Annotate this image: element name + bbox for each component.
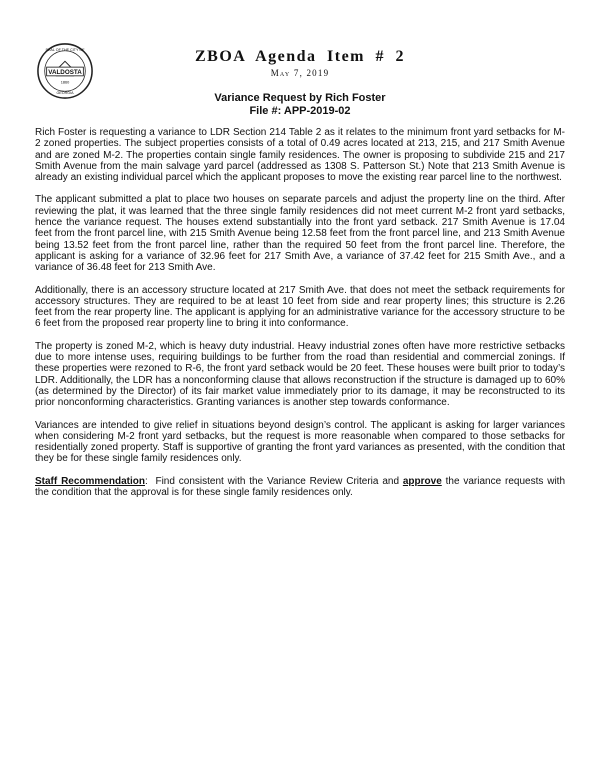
paragraph-variance-intent: Variances are intended to give relief in situations beyond design’s control. The applicant is asking for larger variances when considering M-2 front yard setbacks, but the request is more reasonable when compared to those setbacks for residentially zoned property. Staff is supportive of granting the front yard variances as presented, with the condition that they be for these single family residences only.	[35, 419, 565, 465]
paragraph-plat-review: The applicant submitted a plat to place two houses on separate parcels and adjust the property line on the third. After reviewing the plat, it was learned that the three single family residences did not meet current M-2 front yard setbacks, hence the variance request. The houses extend substantially into the front yard setback. 217 Smith Avenue is 17.04 feet from the front parcel line, with 215 Smith Avenue being 12.58 feet from the front parcel line, and 213 Smith Avenue being 13.52 feet from the front parcel line, rather than the required 50 feet from the front parcel line. Therefore, the applicant is asking for a variance of 32.96 feet for 217 Smith Ave, a variance of 37.42 feet for 215 Smith Ave., and a variance of 36.48 feet for 213 Smith Ave.	[35, 194, 565, 274]
document-body	[35, 127, 565, 509]
recommendation-text-after: the variance requests with the condition that the approval is for these single family residences only.	[35, 475, 566, 499]
svg-text:VALDOSTA: VALDOSTA	[48, 68, 82, 76]
staff-recommendation	[35, 476, 565, 499]
paragraph-request: Rich Foster is requesting a variance to LDR Section 214 Table 2 as it relates to the minimum front yard setbacks for M-2 zoned properties. The subject properties consists of a total of 0.49 acres located at 213, 215, and 217 Smith Avenue and are zoned M-2. The properties contain single family residences. The owner is proposing to subdivide 215 and 217 Smith Avenue from the main salvage yard parcel (addressed as 1308 S. Patterson St.) Note that 213 Smith Avenue is already an existing individual parcel which the applicant proposes to move the existing rear parcel line to the northwest.	[35, 127, 565, 184]
meeting-date: May 7, 2019	[270, 68, 330, 78]
paragraph-zoning: The property is zoned M-2, which is heavy duty industrial. Heavy industrial zones often have more restrictive setbacks due to more intense uses, requiring buildings to be further from the road than residential and commercial zonings. If these properties were rezoned to R-6, the front yard setback would be 20 feet. These houses were built prior to today’s LDR. Additionally, the LDR has a nonconforming clause that allows reconstruction if the structure is damaged up to 60% (as determined by the Director) of its fair market value immediately prior to its damage, it may be reconstructed to its prior nonconforming characteristics. Granting variances is another step towards conformance.	[35, 340, 565, 409]
agenda-header	[150, 48, 450, 78]
svg-text:1860: 1860	[60, 80, 70, 85]
request-title: Variance Request by Rich Foster	[214, 92, 386, 104]
paragraph-accessory-structure: Additionally, there is an accessory structure located at 217 Smith Ave. that does not meet the setback requirements for accessory structures. They are required to be at least 10 feet from side and rear property lines; this structure is 2.26 feet from the rear property line. The applicant is applying for an administrative variance for the accessory structure to be 6 feet from the proposed rear property line to bring it into conformance.	[35, 284, 565, 330]
recommendation-text-before: Find consistent with the Variance Review Criteria and	[147, 475, 403, 487]
agenda-title: ZBOA Agenda Item # 2	[194, 48, 405, 65]
svg-text:GEORGIA: GEORGIA	[56, 91, 74, 96]
recommendation-label: Staff Recommendation	[35, 475, 145, 487]
svg-text:SEAL OF THE CITY OF: SEAL OF THE CITY OF	[45, 48, 85, 53]
recommendation-approve: approve	[402, 475, 442, 487]
recommendation-colon: :	[144, 475, 148, 487]
file-number: File #: APP-2019-02	[249, 105, 351, 117]
